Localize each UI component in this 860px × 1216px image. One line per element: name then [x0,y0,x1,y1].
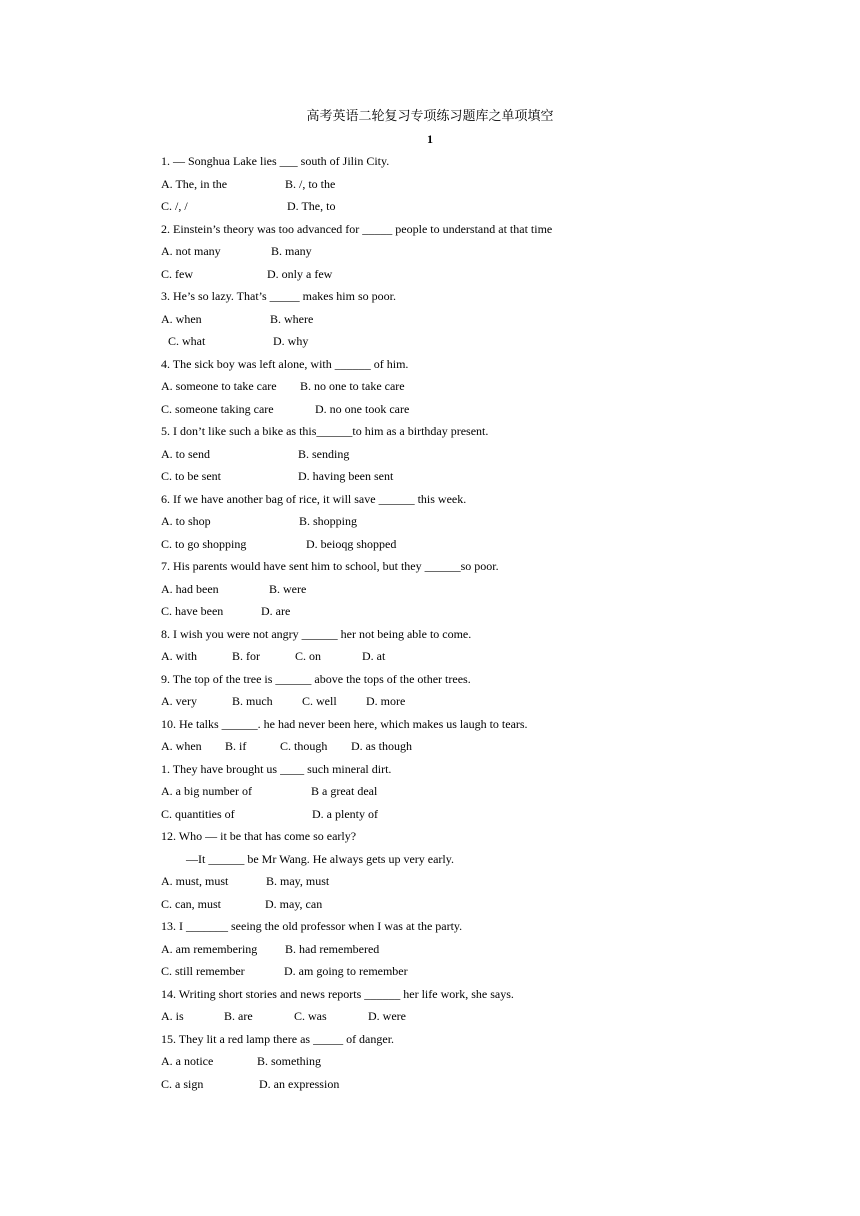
section-number: 1 [427,132,433,146]
answer-option: C. to be sent [161,469,221,483]
question-line [161,827,781,850]
answer-option: A. to send [161,446,210,461]
answer-option: A. someone to take care [161,379,277,393]
answer-option: C. was [294,1009,327,1023]
answer-option: D. no one took care [315,401,410,416]
options-row [161,1052,781,1075]
question-line [161,917,781,940]
answer-option: B. were [269,581,307,596]
answer-option: C. someone taking care [161,401,274,416]
question-text: 14. Writing short stories and news reports ______ her life work, she says. [161,986,514,1001]
question-line [161,670,781,693]
answer-option: B. may, must [266,874,330,888]
options-row [161,1075,781,1098]
options-row [161,242,781,265]
options-row [161,377,781,400]
answer-option: D. were [368,1009,406,1023]
options-row [161,895,781,918]
options-row [161,400,781,423]
question-text: 1. They have brought us ____ such mineral dirt. [161,761,392,776]
answer-option: C. what [168,334,206,348]
answer-option: B. where [270,311,314,326]
document-title: 高考英语二轮复习专项练习题库之单项填空 [306,108,554,123]
answer-option: D. may, can [265,896,323,911]
question-text: 4. The sick boy was left alone, with ______ of him. [161,356,409,371]
options-row [161,1007,781,1030]
answer-option: D. a plenty of [312,806,378,821]
answer-option: B. sending [298,446,350,461]
question-text: 13. I _______ seeing the old professor when I was at the party. [161,919,463,933]
answer-option: A. when [161,739,202,753]
answer-option: A. very [161,694,197,708]
options-row [161,265,781,288]
answer-option: C. /, / [161,199,188,213]
answer-option: B. much [232,694,273,708]
answer-option: C. on [295,649,322,663]
options-row [161,602,781,625]
question-line [161,422,781,445]
question-text: 9. The top of the tree is ______ above the tops of the other trees. [161,671,471,686]
answer-option: B. had remembered [285,941,380,956]
question-text: 7. His parents would have sent him to school, but they ______so poor. [161,559,499,573]
question-text: 3. He’s so lazy. That’s _____ makes him so poor. [161,289,396,303]
options-row [161,805,781,828]
answer-option: C. though [280,739,328,753]
options-row [161,310,781,333]
question-line [161,490,781,513]
answer-option: A. am remembering [161,941,258,956]
answer-option: B. are [224,1009,253,1023]
answer-option: D. are [261,604,291,618]
answer-option: C. have been [161,604,224,618]
answer-option: D. at [362,649,386,663]
answer-option: C. a sign [161,1076,204,1091]
answer-option: A. when [161,311,202,326]
options-row [161,647,781,670]
answer-option: A. The, in the [161,176,228,191]
answer-option: B. if [225,739,247,753]
answer-option: D. an expression [259,1076,340,1091]
answer-option: A. not many [161,244,221,258]
answer-option: C. still remember [161,964,245,978]
question-line [161,152,781,175]
question-text: 2. Einstein’s theory was too advanced for _____ people to understand at that time [161,221,553,236]
answer-option: D. only a few [267,266,333,281]
question-text: —It ______ be Mr Wang. He always gets up very early. [186,851,454,866]
answer-option: D. as though [351,739,412,753]
options-row [161,512,781,535]
answer-option: B. no one to take care [300,379,405,393]
answer-option: B. many [271,244,312,258]
answer-option: A. a big number of [161,784,252,798]
options-row [161,737,781,760]
question-line [161,220,781,243]
options-row [161,872,781,895]
question-line [161,287,781,310]
answer-option: B. for [232,649,260,663]
question-text: 1. — Songhua Lake lies ___ south of Jilin City. [161,154,390,168]
options-row [161,962,781,985]
question-line [161,760,781,783]
answer-option: D. am going to remember [284,964,408,978]
answer-option: B. /, to the [285,176,336,191]
answer-option: D. beioqg shopped [306,536,397,551]
options-row [161,580,781,603]
answer-option: A. a notice [161,1054,214,1068]
answer-option: D. why [273,334,309,348]
question-line [161,625,781,648]
options-row [161,445,781,468]
answer-option: B. something [257,1054,322,1068]
options-row [161,692,781,715]
answer-option: C. few [161,266,193,281]
question-text: 8. I wish you were not angry ______ her not being able to come. [161,626,472,641]
answer-option: D. more [366,694,406,708]
question-line [161,557,781,580]
answer-option: B a great deal [311,784,378,798]
answer-option: C. to go shopping [161,536,247,551]
options-row [161,467,781,490]
answer-option: C. can, must [161,896,221,911]
options-row [161,175,781,198]
options-row [161,535,781,558]
question-text: 12. Who — it be that has come so early? [161,829,357,843]
question-list [161,152,781,1097]
question-line [161,715,781,738]
question-line [161,850,781,873]
options-row [161,782,781,805]
options-row [161,940,781,963]
question-text: 6. If we have another bag of rice, it will save ______ this week. [161,491,467,506]
answer-option: D. The, to [287,199,336,213]
question-text: 5. I don’t like such a bike as this______to him as a birthday present. [161,424,489,438]
answer-option: C. well [302,694,337,708]
answer-option: A. is [161,1009,184,1023]
options-row [161,197,781,220]
answer-option: C. quantities of [161,806,235,821]
question-line [161,1030,781,1053]
answer-option: A. to shop [161,514,211,528]
answer-option: A. with [161,649,197,663]
answer-option: A. had been [161,581,219,596]
question-line [161,355,781,378]
answer-option: B. shopping [299,514,358,528]
question-text: 10. He talks ______. he had never been here, which makes us laugh to tears. [161,716,528,731]
options-row [161,332,781,355]
answer-option: A. must, must [161,874,229,888]
answer-option: D. having been sent [298,469,394,483]
question-text: 15. They lit a red lamp there as _____ of danger. [161,1031,395,1046]
question-line [161,985,781,1008]
